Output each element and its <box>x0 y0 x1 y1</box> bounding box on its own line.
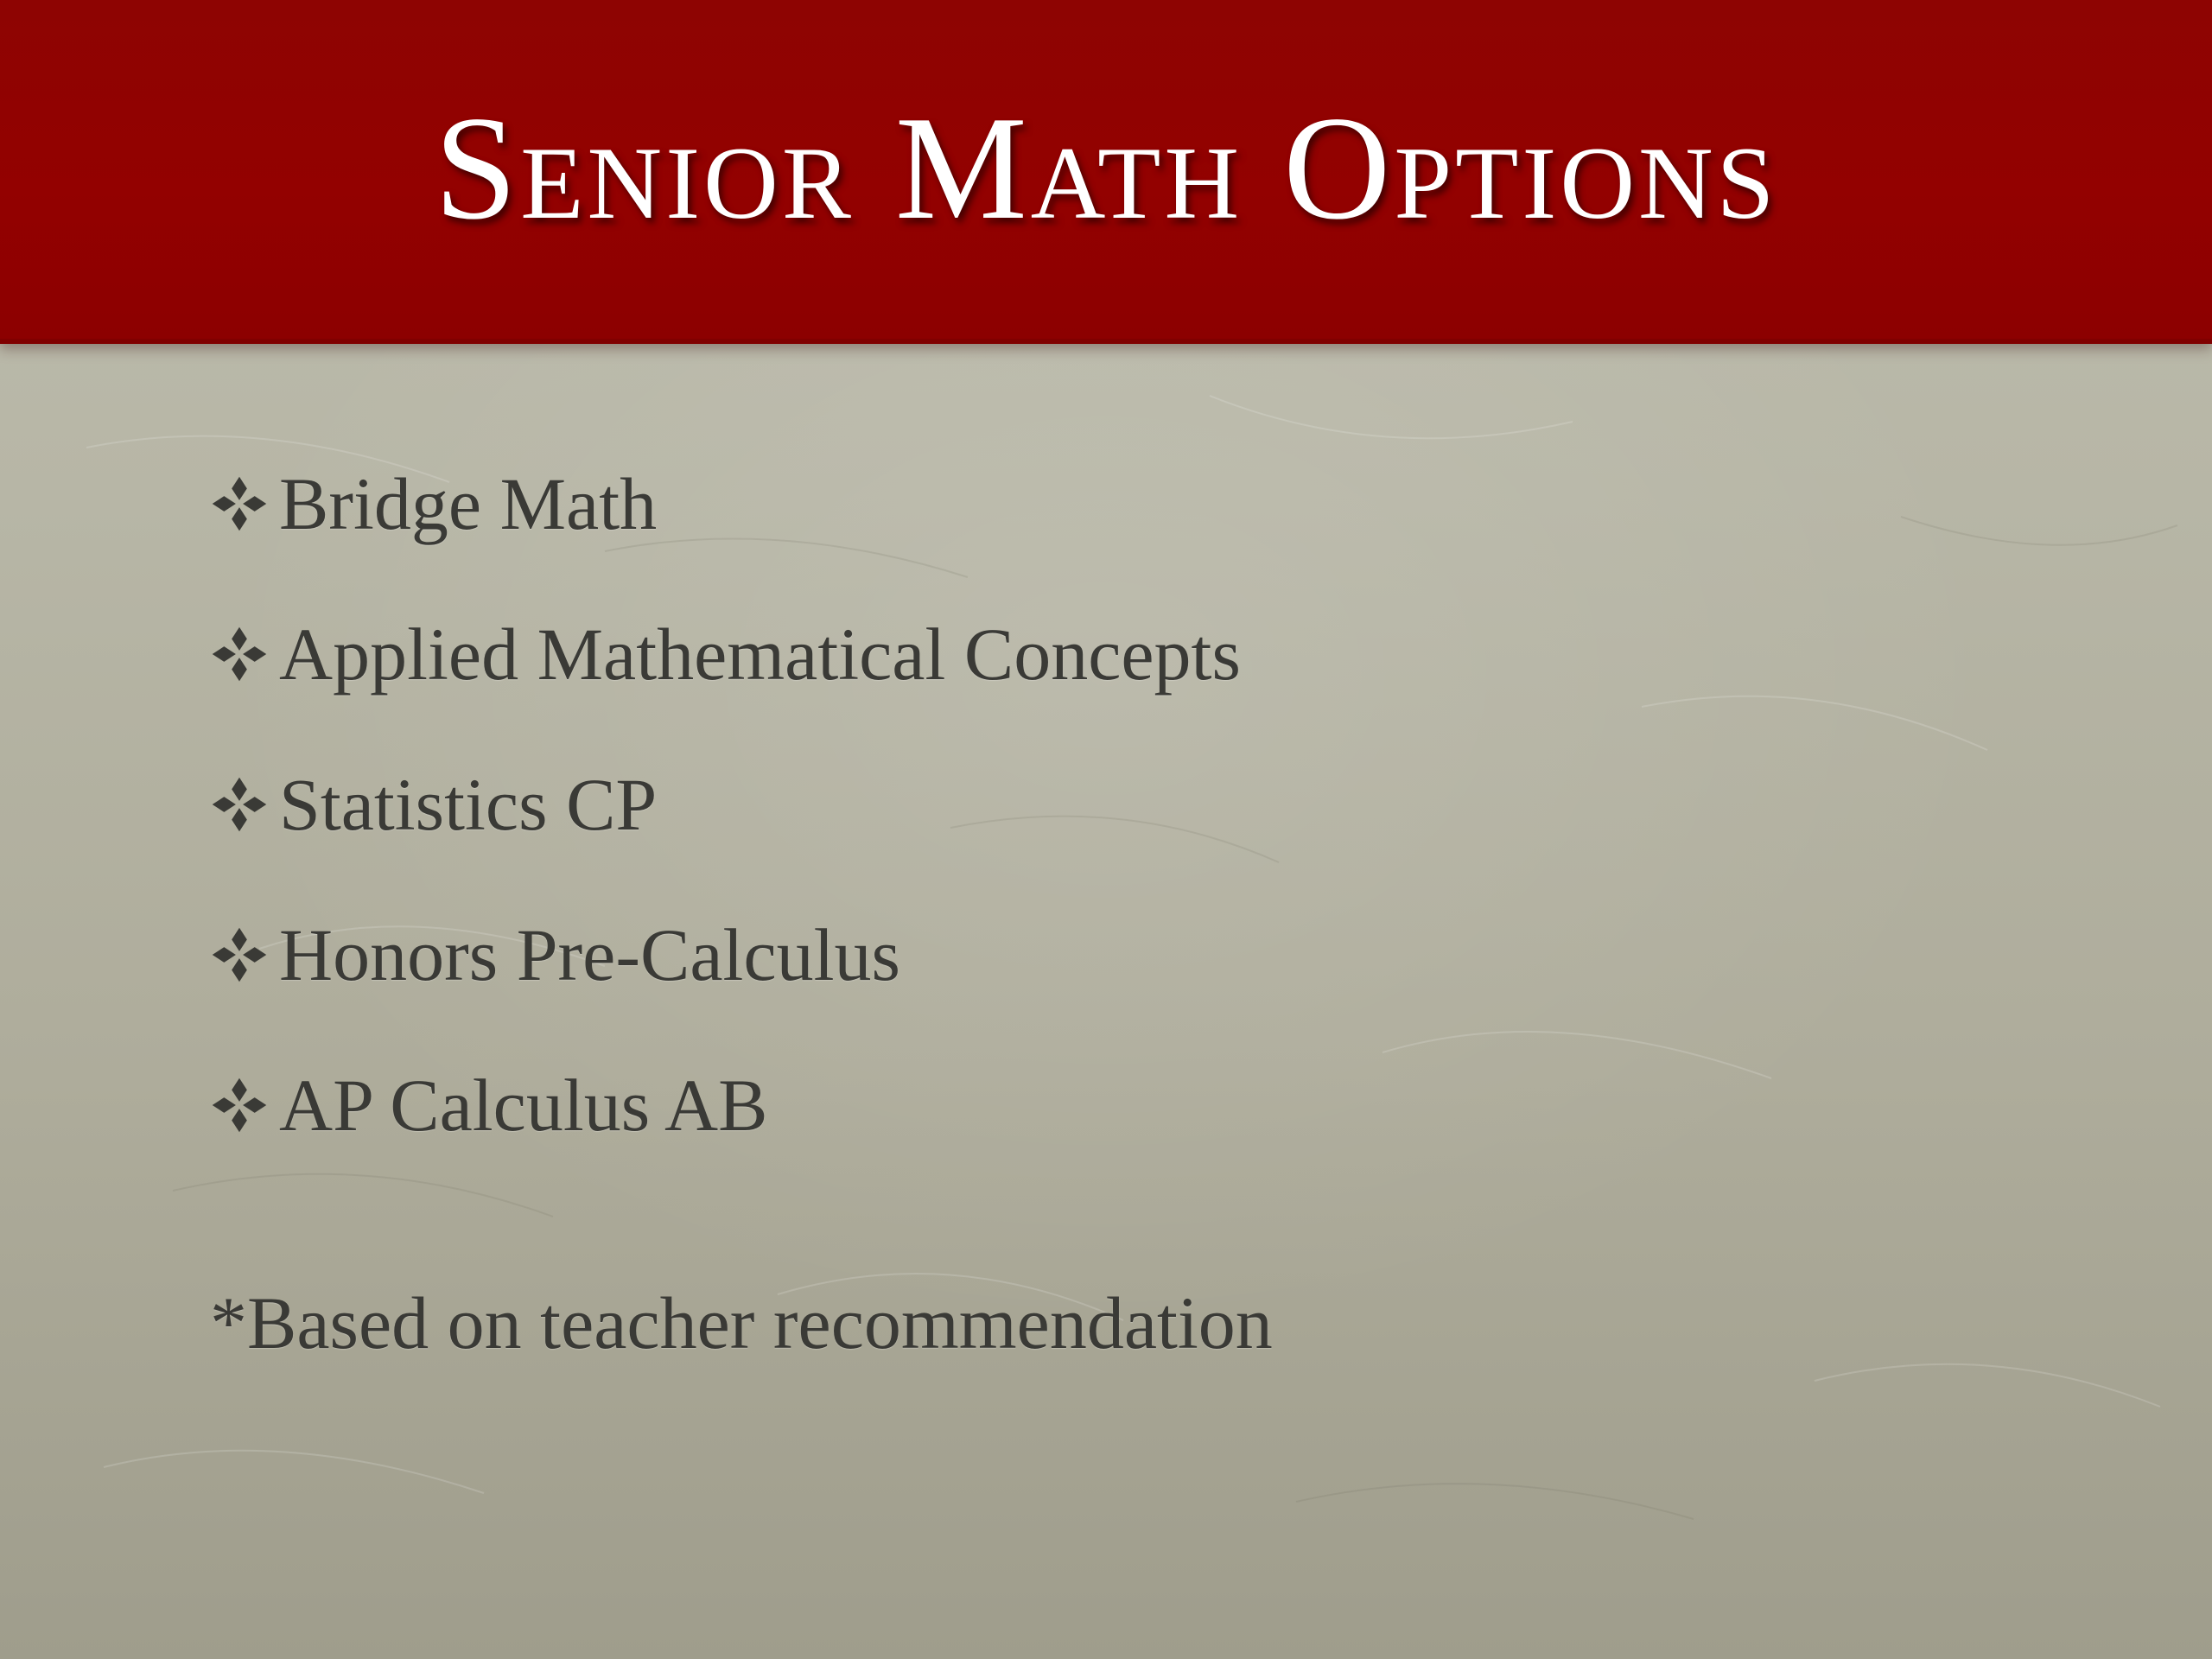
slide-content <box>210 0 2111 1659</box>
list-item-label: Applied Mathematical Concepts <box>279 613 1241 696</box>
list-item-label: Bridge Math <box>279 462 658 545</box>
list-item <box>210 462 658 545</box>
four-diamond-fleuron-icon <box>210 474 269 533</box>
four-diamond-fleuron-icon <box>210 1076 269 1135</box>
four-diamond-fleuron-icon <box>210 925 269 984</box>
list-item <box>210 613 1241 696</box>
list-item-label: Honors Pre-Calculus <box>279 913 900 996</box>
list-item-label: AP Calculus AB <box>279 1064 768 1147</box>
list-item-label: Statistics CP <box>279 763 658 846</box>
four-diamond-fleuron-icon <box>210 775 269 834</box>
list-item <box>210 763 658 846</box>
list-item <box>210 1064 768 1147</box>
recommendation-note: *Based on teacher recommendation <box>210 1281 1273 1364</box>
list-item <box>210 913 900 996</box>
slide-title: Senior Math Options <box>434 86 1778 251</box>
four-diamond-fleuron-icon <box>210 625 269 683</box>
